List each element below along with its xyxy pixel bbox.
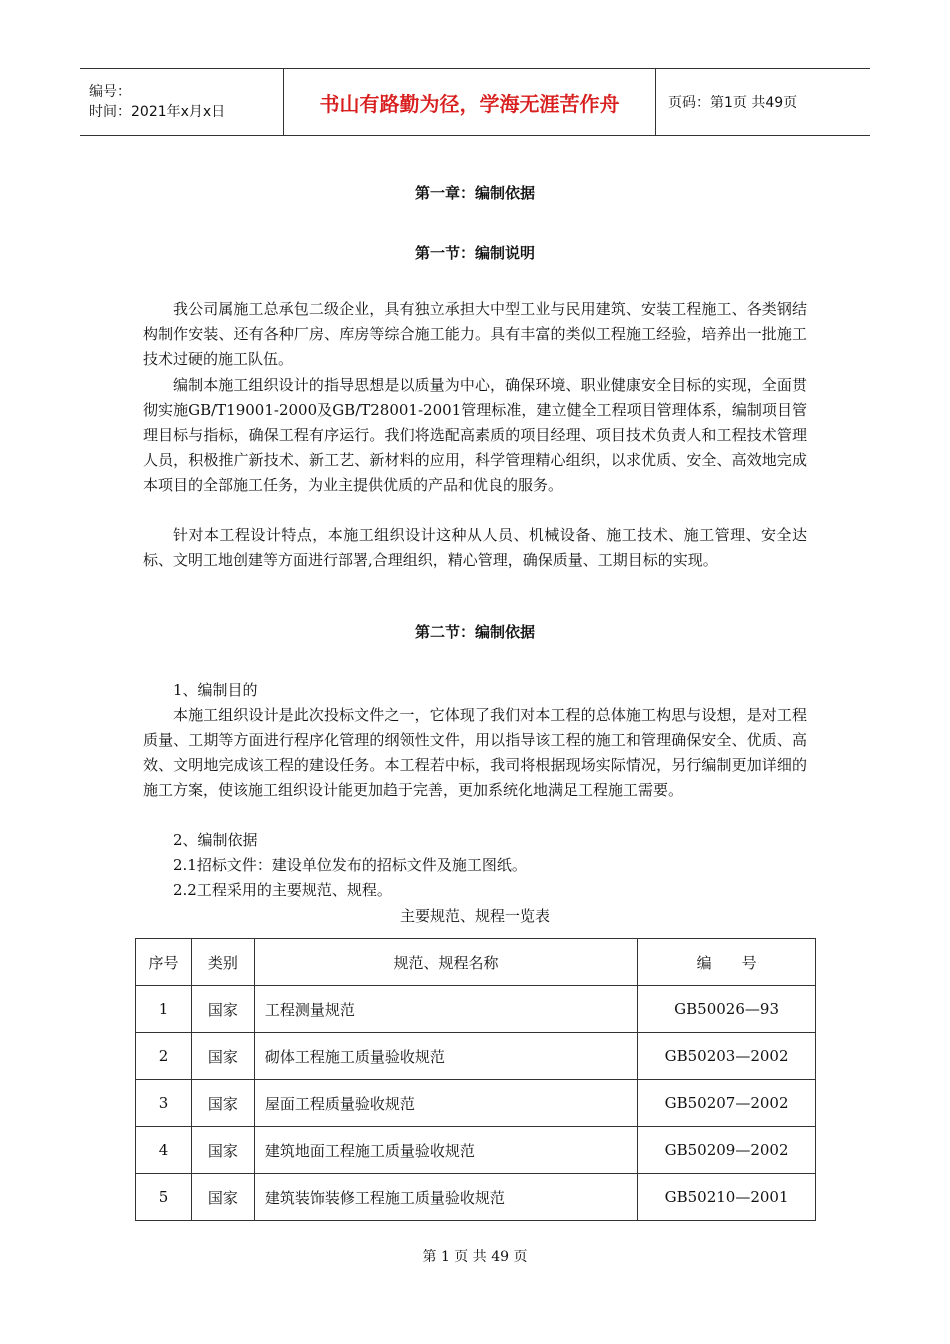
table-cell-name: 建筑装饰装修工程施工质量验收规范 [254,1174,637,1221]
table-cell-category: 国家 [191,1174,254,1221]
table-header-cell: 序号 [136,939,192,986]
table-cell-category: 国家 [191,986,254,1033]
table-cell-code: GB50210—2001 [638,1174,816,1221]
table-cell-index: 3 [136,1080,192,1127]
table-header-cell: 编 号 [638,939,816,986]
header-number-label: 编号： [89,84,131,100]
page-footer: 第 1 页 共 49 页 [422,1249,528,1265]
table-cell-index: 4 [136,1127,192,1174]
header-time-label: 时间：2021年x月x日 [89,104,226,120]
section1-title: 第一节：编制说明 [414,244,535,262]
table-row [136,986,816,1033]
table-cell-name: 砌体工程施工质量验收规范 [254,1033,637,1080]
table-cell-name: 建筑地面工程施工质量验收规范 [254,1127,637,1174]
table-cell-code: GB50203—2002 [638,1033,816,1080]
table-header-row [136,939,816,986]
table-row [136,1127,816,1174]
item1-title: 1、编制目的 [173,681,258,699]
section1-paragraph-1: 我公司属施工总承包二级企业，具有独立承担大中型工业与民用建筑、安装工程施工、各类钢结构制作安装、还有各种厂房、库房等综合施工能力。具有丰富的类似工程施工经验，培养出一批施工技术过硬的施工队伍。 [143,300,807,368]
table-header-cell: 类别 [191,939,254,986]
table-cell-category: 国家 [191,1127,254,1174]
item1-text: 本施工组织设计是此次投标文件之一，它体现了我们对本工程的总体施工构思与设想，是对工程质量、工期等方面进行程序化管理的纲领性文件，用以指导该工程的施工和管理确保安全、优质、高效、文明地完成该工程的建设任务。本工程若中标，我司将根据现场实际情况，另行编制更加详细的施工方案，使该施工组织设计能更加趋于完善，更加系统化地满足工程施工需要。 [143,706,807,799]
table-cell-name: 屋面工程质量验收规范 [254,1080,637,1127]
table-cell-code: GB50207—2002 [638,1080,816,1127]
table-cell-index: 2 [136,1033,192,1080]
table-row [136,1174,816,1221]
table-cell-name: 工程测量规范 [254,986,637,1033]
table-header-cell: 规范、规程名称 [254,939,637,986]
table-row [136,1033,816,1080]
item2-2-text: 2.2工程采用的主要规范、规程。 [173,881,392,899]
table-cell-category: 国家 [191,1080,254,1127]
section2-title: 第二节：编制依据 [414,623,535,641]
specs-table [135,938,816,1221]
header-left-cell [80,69,283,135]
table-row [136,1080,816,1127]
table-cell-code: GB50026—93 [638,986,816,1033]
header-motto: 书山有路勤为径，学海无涯苦作舟 [283,69,656,135]
section1-paragraph-3: 针对本工程设计特点，本施工组织设计这种从人员、机械设备、施工技术、施工管理、安全达标、文明工地创建等方面进行部署,合理组织，精心管理，确保质量、工期目标的实现。 [143,526,807,569]
header-page-info: 页码：第1页 共49页 [668,95,798,111]
page-header [80,68,870,136]
table-cell-index: 1 [136,986,192,1033]
item2-1-text: 2.1招标文件：建设单位发布的招标文件及施工图纸。 [173,856,527,874]
table-cell-category: 国家 [191,1033,254,1080]
table-cell-index: 5 [136,1174,192,1221]
table-cell-code: GB50209—2002 [638,1127,816,1174]
table-caption: 主要规范、规程一览表 [399,907,550,925]
chapter-title: 第一章：编制依据 [414,184,535,202]
section1-paragraph-2: 编制本施工组织设计的指导思想是以质量为中心，确保环境、职业健康安全目标的实现，全面贯彻实施GB/T19001-2000及GB/T28001-2001管理标准，建立健全工程项目管理体系，编制项目管理目标与指标，确保工程有序运行。我们将选配高素质的项目经理、项目技术负责人和工程技术管理人员，积极推广新技术、新工艺、新材料的应用，科学管理精心组织，以求优质、安全、高效地完成本项目的全部施工任务，为业主提供优质的产品和优良的服务。 [143,376,807,494]
item2-title: 2、编制依据 [173,831,258,849]
